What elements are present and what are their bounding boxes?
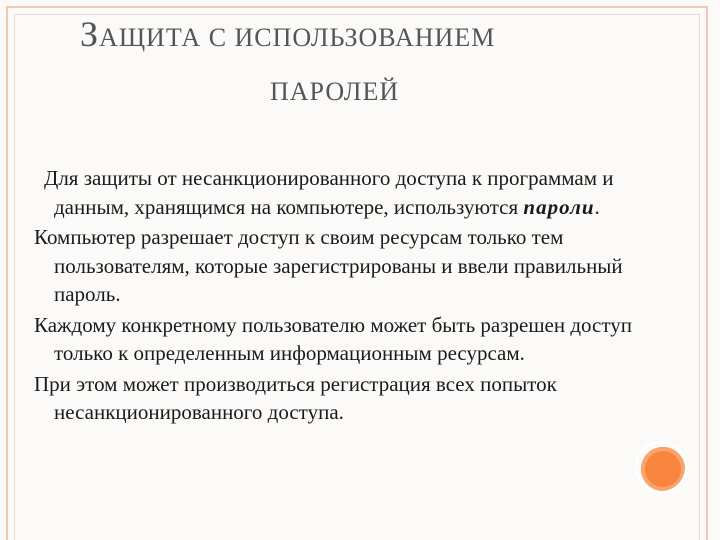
paragraph-1-end: . bbox=[594, 194, 600, 219]
title-initial: З bbox=[80, 14, 100, 54]
paragraph-1 bbox=[34, 164, 674, 221]
slide-body bbox=[34, 164, 674, 427]
accent-circle-icon bbox=[641, 447, 685, 491]
paragraph-3: Каждому конкретному пользователю может быть разрешен доступ только к определенным информационным ресурсам. bbox=[34, 312, 632, 365]
paragraph-2: Компьютер разрешает доступ к своим ресурсам только тем пользователям, которые зарегистрированы и ввели правильный пароль. bbox=[34, 225, 623, 306]
title-line-1 bbox=[80, 14, 495, 58]
title-line-2: ПАРОЛЕЙ bbox=[270, 77, 400, 106]
paragraph-1-text: Для защиты от несанкционированного доступа к программам и данным, хранящимся на компьютере, используются bbox=[44, 166, 614, 219]
paragraph-4: При этом может производиться регистрация всех попыток несанкционированного доступа. bbox=[34, 371, 557, 424]
paragraph-1-emphasis: пароли bbox=[523, 194, 595, 219]
title-line-1-text: АЩИТА С ИСПОЛЬЗОВАНИЕМ bbox=[99, 23, 496, 52]
